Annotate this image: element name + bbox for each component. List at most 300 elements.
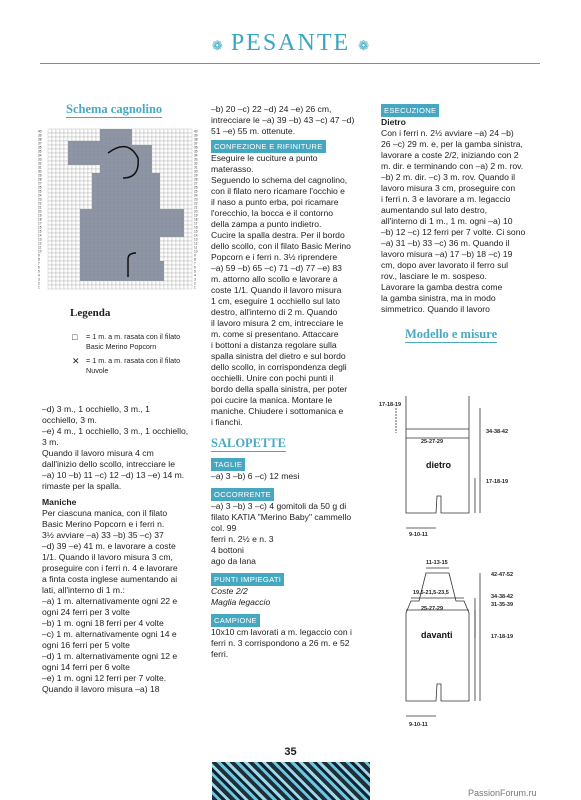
grid-cell [188, 177, 192, 181]
grid-cell [96, 161, 100, 165]
grid-cell [164, 189, 168, 193]
grid-cell [100, 157, 104, 161]
legend-item-nuvole [72, 356, 196, 376]
grid-cell [64, 197, 68, 201]
grid-cell [100, 145, 104, 149]
grid-cell [68, 161, 72, 165]
column-middle [211, 104, 369, 660]
grid-cell [120, 181, 124, 185]
grid-cell [188, 217, 192, 221]
text-line: poi cucire la manica. Montare le [211, 395, 333, 405]
grid-row-number: 5 [194, 269, 196, 274]
grid-row-number: 15 [38, 229, 42, 234]
grid-cell [92, 269, 96, 273]
grid-cell [100, 129, 104, 133]
grid-cell [80, 241, 84, 245]
grid-cell [60, 257, 64, 261]
grid-cell [64, 213, 68, 217]
grid-cell [52, 165, 56, 169]
grid-cell [92, 281, 96, 285]
grid-cell [148, 157, 152, 161]
grid-cell [180, 177, 184, 181]
grid-cell [156, 237, 160, 241]
grid-cell [132, 209, 136, 213]
text-line: Maglia legaccio [211, 597, 271, 607]
text-line: ogni 16 ferri per 5 volte [42, 640, 130, 650]
grid-cell [88, 277, 92, 281]
grid-cell [92, 137, 96, 141]
grid-cell [84, 245, 88, 249]
grid-cell [180, 157, 184, 161]
grid-cell [124, 141, 128, 145]
grid-cell [96, 141, 100, 145]
grid-cell [84, 229, 88, 233]
text-line: il naso a punto erba, poi ricamare [211, 197, 339, 207]
text-block [211, 586, 369, 608]
grid-cell [96, 281, 100, 285]
grid-cell [148, 237, 152, 241]
grid-cell [144, 137, 148, 141]
grid-row-number: 27 [38, 181, 42, 186]
grid-cell [184, 177, 188, 181]
grid-cell [152, 173, 156, 177]
grid-cell [168, 185, 172, 189]
grid-cell [56, 205, 60, 209]
text-block [211, 501, 369, 567]
grid-cell [108, 157, 112, 161]
grid-cell [148, 241, 152, 245]
grid-cell [172, 205, 176, 209]
grid-cell [100, 237, 104, 241]
grid-cell [156, 137, 160, 141]
grid-cell [60, 189, 64, 193]
grid-cell [164, 249, 168, 253]
grid-cell [68, 277, 72, 281]
grid-cell [104, 229, 108, 233]
grid-cell [148, 233, 152, 237]
grid-cell [80, 261, 84, 265]
text-line: dello scollo, in corrispondenza degli [211, 362, 347, 372]
grid-cell [124, 185, 128, 189]
confezione-tag: CONFEZIONE E RIFINITURE [211, 140, 326, 153]
grid-cell [140, 149, 144, 153]
grid-cell [64, 265, 68, 269]
grid-cell [56, 237, 60, 241]
grid-cell [112, 181, 116, 185]
grid-cell [112, 221, 116, 225]
grid-cell [84, 129, 88, 133]
grid-cell [56, 265, 60, 269]
grid-cell [104, 173, 108, 177]
grid-cell [188, 249, 192, 253]
grid-cell [88, 177, 92, 181]
text-line: Cucire la spalla destra. Per il bordo [211, 230, 345, 240]
grid-cell [176, 281, 180, 285]
grid-cell [116, 245, 120, 249]
grid-cell [172, 229, 176, 233]
grid-cell [108, 141, 112, 145]
grid-cell [84, 173, 88, 177]
grid-cell [104, 153, 108, 157]
square-icon: □ [72, 332, 78, 342]
grid-row-number: 35 [38, 149, 42, 154]
grid-cell [48, 205, 52, 209]
grid-cell [160, 257, 164, 261]
grid-cell [120, 257, 124, 261]
grid-cell [180, 153, 184, 157]
grid-cell [72, 257, 76, 261]
grid-cell [148, 269, 152, 273]
grid-cell [56, 177, 60, 181]
grid-cell [60, 273, 64, 277]
grid-cell [64, 193, 68, 197]
grid-cell [172, 221, 176, 225]
grid-cell [48, 181, 52, 185]
grid-cell [92, 249, 96, 253]
grid-cell [188, 209, 192, 213]
grid-cell [72, 261, 76, 265]
grid-cell [136, 185, 140, 189]
grid-cell [132, 193, 136, 197]
grid-cell [164, 241, 168, 245]
grid-cell [176, 193, 180, 197]
grid-cell [160, 157, 164, 161]
grid-cell [104, 265, 108, 269]
grid-cell [120, 213, 124, 217]
grid-cell [152, 137, 156, 141]
grid-cell [116, 197, 120, 201]
grid-cell [176, 269, 180, 273]
grid-cell [112, 169, 116, 173]
grid-cell [180, 257, 184, 261]
grid-cell [112, 257, 116, 261]
grid-cell [52, 221, 56, 225]
grid-cell [100, 241, 104, 245]
grid-cell [72, 153, 76, 157]
grid-cell [148, 229, 152, 233]
grid-cell [56, 193, 60, 197]
grid-cell [160, 129, 164, 133]
grid-cell [144, 253, 148, 257]
grid-cell [72, 233, 76, 237]
grid-cell [84, 273, 88, 277]
flower-icon: ❁ [358, 37, 370, 53]
grid-cell [104, 169, 108, 173]
grid-cell [52, 149, 56, 153]
grid-cell [108, 213, 112, 217]
grid-cell [176, 177, 180, 181]
grid-cell [68, 173, 72, 177]
grid-cell [72, 173, 76, 177]
grid-cell [176, 165, 180, 169]
grid-cell [64, 173, 68, 177]
grid-cell [128, 213, 132, 217]
grid-cell [80, 217, 84, 221]
grid-cell [156, 249, 160, 253]
grid-cell [120, 141, 124, 145]
grid-cell [56, 133, 60, 137]
grid-cell [56, 229, 60, 233]
grid-cell [52, 257, 56, 261]
grid-cell [56, 141, 60, 145]
grid-cell [108, 273, 112, 277]
grid-cell [60, 181, 64, 185]
grid-cell [188, 281, 192, 285]
grid-cell [84, 253, 88, 257]
grid-cell [60, 217, 64, 221]
grid-cell [60, 285, 64, 289]
grid-cell [136, 201, 140, 205]
grid-cell [188, 157, 192, 161]
grid-cell [52, 141, 56, 145]
grid-cell [184, 153, 188, 157]
grid-cell [84, 157, 88, 161]
grid-cell [120, 253, 124, 257]
grid-cell [60, 253, 64, 257]
grid-cell [96, 249, 100, 253]
grid-cell [76, 221, 80, 225]
grid-cell [136, 249, 140, 253]
grid-cell [124, 277, 128, 281]
grid-cell [124, 157, 128, 161]
grid-cell [172, 185, 176, 189]
grid-cell [160, 253, 164, 257]
grid-cell [88, 213, 92, 217]
grid-cell [140, 137, 144, 141]
grid-cell [52, 229, 56, 233]
text-line: 26 –c) 29 m. e, per la gamba sinistra, [381, 139, 523, 149]
grid-cell [140, 281, 144, 285]
grid-cell [60, 165, 64, 169]
text-line: –c) 1 m. alternativamente ogni 14 e [42, 629, 177, 639]
grid-cell [96, 213, 100, 217]
grid-cell [108, 173, 112, 177]
grid-cell [180, 249, 184, 253]
grid-cell [152, 281, 156, 285]
grid-cell [92, 253, 96, 257]
grid-cell [96, 169, 100, 173]
grid-cell [76, 265, 80, 269]
grid-cell [96, 217, 100, 221]
grid-cell [72, 177, 76, 181]
grid-cell [104, 273, 108, 277]
grid-cell [56, 233, 60, 237]
grid-cell [160, 149, 164, 153]
grid-cell [104, 137, 108, 141]
grid-cell [100, 181, 104, 185]
grid-cell [76, 133, 80, 137]
grid-cell [172, 129, 176, 133]
grid-cell [56, 173, 60, 177]
grid-cell [56, 277, 60, 281]
grid-cell [56, 261, 60, 265]
grid-cell [176, 133, 180, 137]
grid-cell [88, 129, 92, 133]
grid-cell [164, 161, 168, 165]
grid-cell [56, 129, 60, 133]
grid-cell [116, 185, 120, 189]
grid-cell [84, 145, 88, 149]
grid-cell [156, 273, 160, 277]
grid-cell [160, 229, 164, 233]
grid-cell [60, 241, 64, 245]
text-line: spalla sinistra del dietro e sul bordo [211, 351, 346, 361]
grid-cell [76, 205, 80, 209]
grid-cell [148, 265, 152, 269]
grid-cell [72, 277, 76, 281]
grid-cell [48, 133, 52, 137]
grid-cell [152, 229, 156, 233]
grid-cell [172, 173, 176, 177]
grid-cell [152, 169, 156, 173]
grid-cell [148, 137, 152, 141]
grid-cell [88, 241, 92, 245]
grid-cell [168, 153, 172, 157]
grid-cell [80, 161, 84, 165]
grid-cell [76, 281, 80, 285]
text-line: 4 bottoni [211, 545, 244, 555]
grid-cell [56, 281, 60, 285]
grid-row-number: 25 [194, 189, 198, 194]
grid-cell [156, 233, 160, 237]
grid-cell [56, 269, 60, 273]
grid-cell [48, 225, 52, 229]
grid-cell [56, 253, 60, 257]
grid-cell [80, 209, 84, 213]
grid-cell [104, 281, 108, 285]
grid-cell [80, 169, 84, 173]
grid-cell [72, 205, 76, 209]
grid-cell [76, 165, 80, 169]
grid-cell [144, 269, 148, 273]
grid-cell [100, 233, 104, 237]
grid-cell [168, 233, 172, 237]
grid-cell [164, 157, 168, 161]
grid-cell [132, 277, 136, 281]
watermark: PassionForum.ru [468, 788, 537, 798]
grid-cell [88, 217, 92, 221]
grid-cell [184, 173, 188, 177]
grid-cell [172, 237, 176, 241]
grid-cell [52, 205, 56, 209]
grid-cell [164, 277, 168, 281]
grid-row-number: 38 [38, 137, 42, 142]
grid-cell [180, 225, 184, 229]
grid-cell [128, 165, 132, 169]
grid-cell [84, 197, 88, 201]
grid-cell [136, 173, 140, 177]
grid-cell [80, 129, 84, 133]
grid-cell [136, 273, 140, 277]
grid-cell [72, 253, 76, 257]
grid-cell [120, 137, 124, 141]
text-line: ogni 14 ferri per 6 volte [42, 662, 130, 672]
grid-cell [120, 217, 124, 221]
grid-cell [152, 221, 156, 225]
grid-cell [132, 269, 136, 273]
grid-cell [116, 225, 120, 229]
grid-cell [184, 273, 188, 277]
grid-row-number: 39 [38, 133, 42, 138]
grid-cell [164, 173, 168, 177]
grid-cell [164, 245, 168, 249]
grid-cell [184, 257, 188, 261]
grid-cell [168, 221, 172, 225]
grid-cell [64, 181, 68, 185]
grid-cell [104, 221, 108, 225]
grid-cell [148, 181, 152, 185]
grid-cell [92, 141, 96, 145]
grid-cell [128, 241, 132, 245]
grid-cell [168, 157, 172, 161]
grid-cell [52, 153, 56, 157]
grid-cell [96, 209, 100, 213]
grid-cell [124, 137, 128, 141]
grid-row-number: 5 [38, 269, 40, 274]
modello-title: Modello e misure [405, 327, 498, 341]
grid-cell [116, 181, 120, 185]
grid-cell [180, 181, 184, 185]
grid-cell [88, 265, 92, 269]
grid-cell [116, 253, 120, 257]
grid-cell [88, 173, 92, 177]
grid-cell [132, 129, 136, 133]
grid-cell [132, 141, 136, 145]
grid-cell [140, 269, 144, 273]
grid-cell [56, 189, 60, 193]
grid-cell [144, 157, 148, 161]
grid-cell [156, 201, 160, 205]
grid-row-number: 22 [194, 201, 198, 206]
grid-cell [76, 185, 80, 189]
grid-cell [52, 281, 56, 285]
grid-cell [48, 209, 52, 213]
measure-label: 25-27-29 [421, 439, 444, 445]
grid-cell [104, 181, 108, 185]
grid-cell [68, 189, 72, 193]
grid-cell [168, 161, 172, 165]
grid-cell [56, 169, 60, 173]
grid-cell [60, 237, 64, 241]
grid-cell [108, 281, 112, 285]
grid-cell [64, 261, 68, 265]
grid-cell [140, 141, 144, 145]
grid-cell [152, 141, 156, 145]
grid-cell [136, 149, 140, 153]
grid-cell [56, 201, 60, 205]
text-line: l'orecchio, la bocca e il contorno [211, 208, 334, 218]
grid-cell [52, 261, 56, 265]
grid-cell [48, 173, 52, 177]
grid-cell [180, 161, 184, 165]
grid-cell [132, 157, 136, 161]
grid-cell [184, 241, 188, 245]
grid-cell [148, 281, 152, 285]
grid-cell [172, 217, 176, 221]
grid-cell [128, 245, 132, 249]
grid-cell [52, 233, 56, 237]
grid-cell [68, 193, 72, 197]
measure-label: 34-38-42 [491, 594, 514, 600]
grid-row-number: 17 [194, 221, 198, 226]
grid-cell [152, 265, 156, 269]
grid-cell [120, 277, 124, 281]
text-line: con il filato nero ricamare l'occhio e [211, 186, 345, 196]
grid-cell [152, 129, 156, 133]
grid-cell [80, 285, 84, 289]
grid-cell [152, 177, 156, 181]
grid-cell [48, 253, 52, 257]
